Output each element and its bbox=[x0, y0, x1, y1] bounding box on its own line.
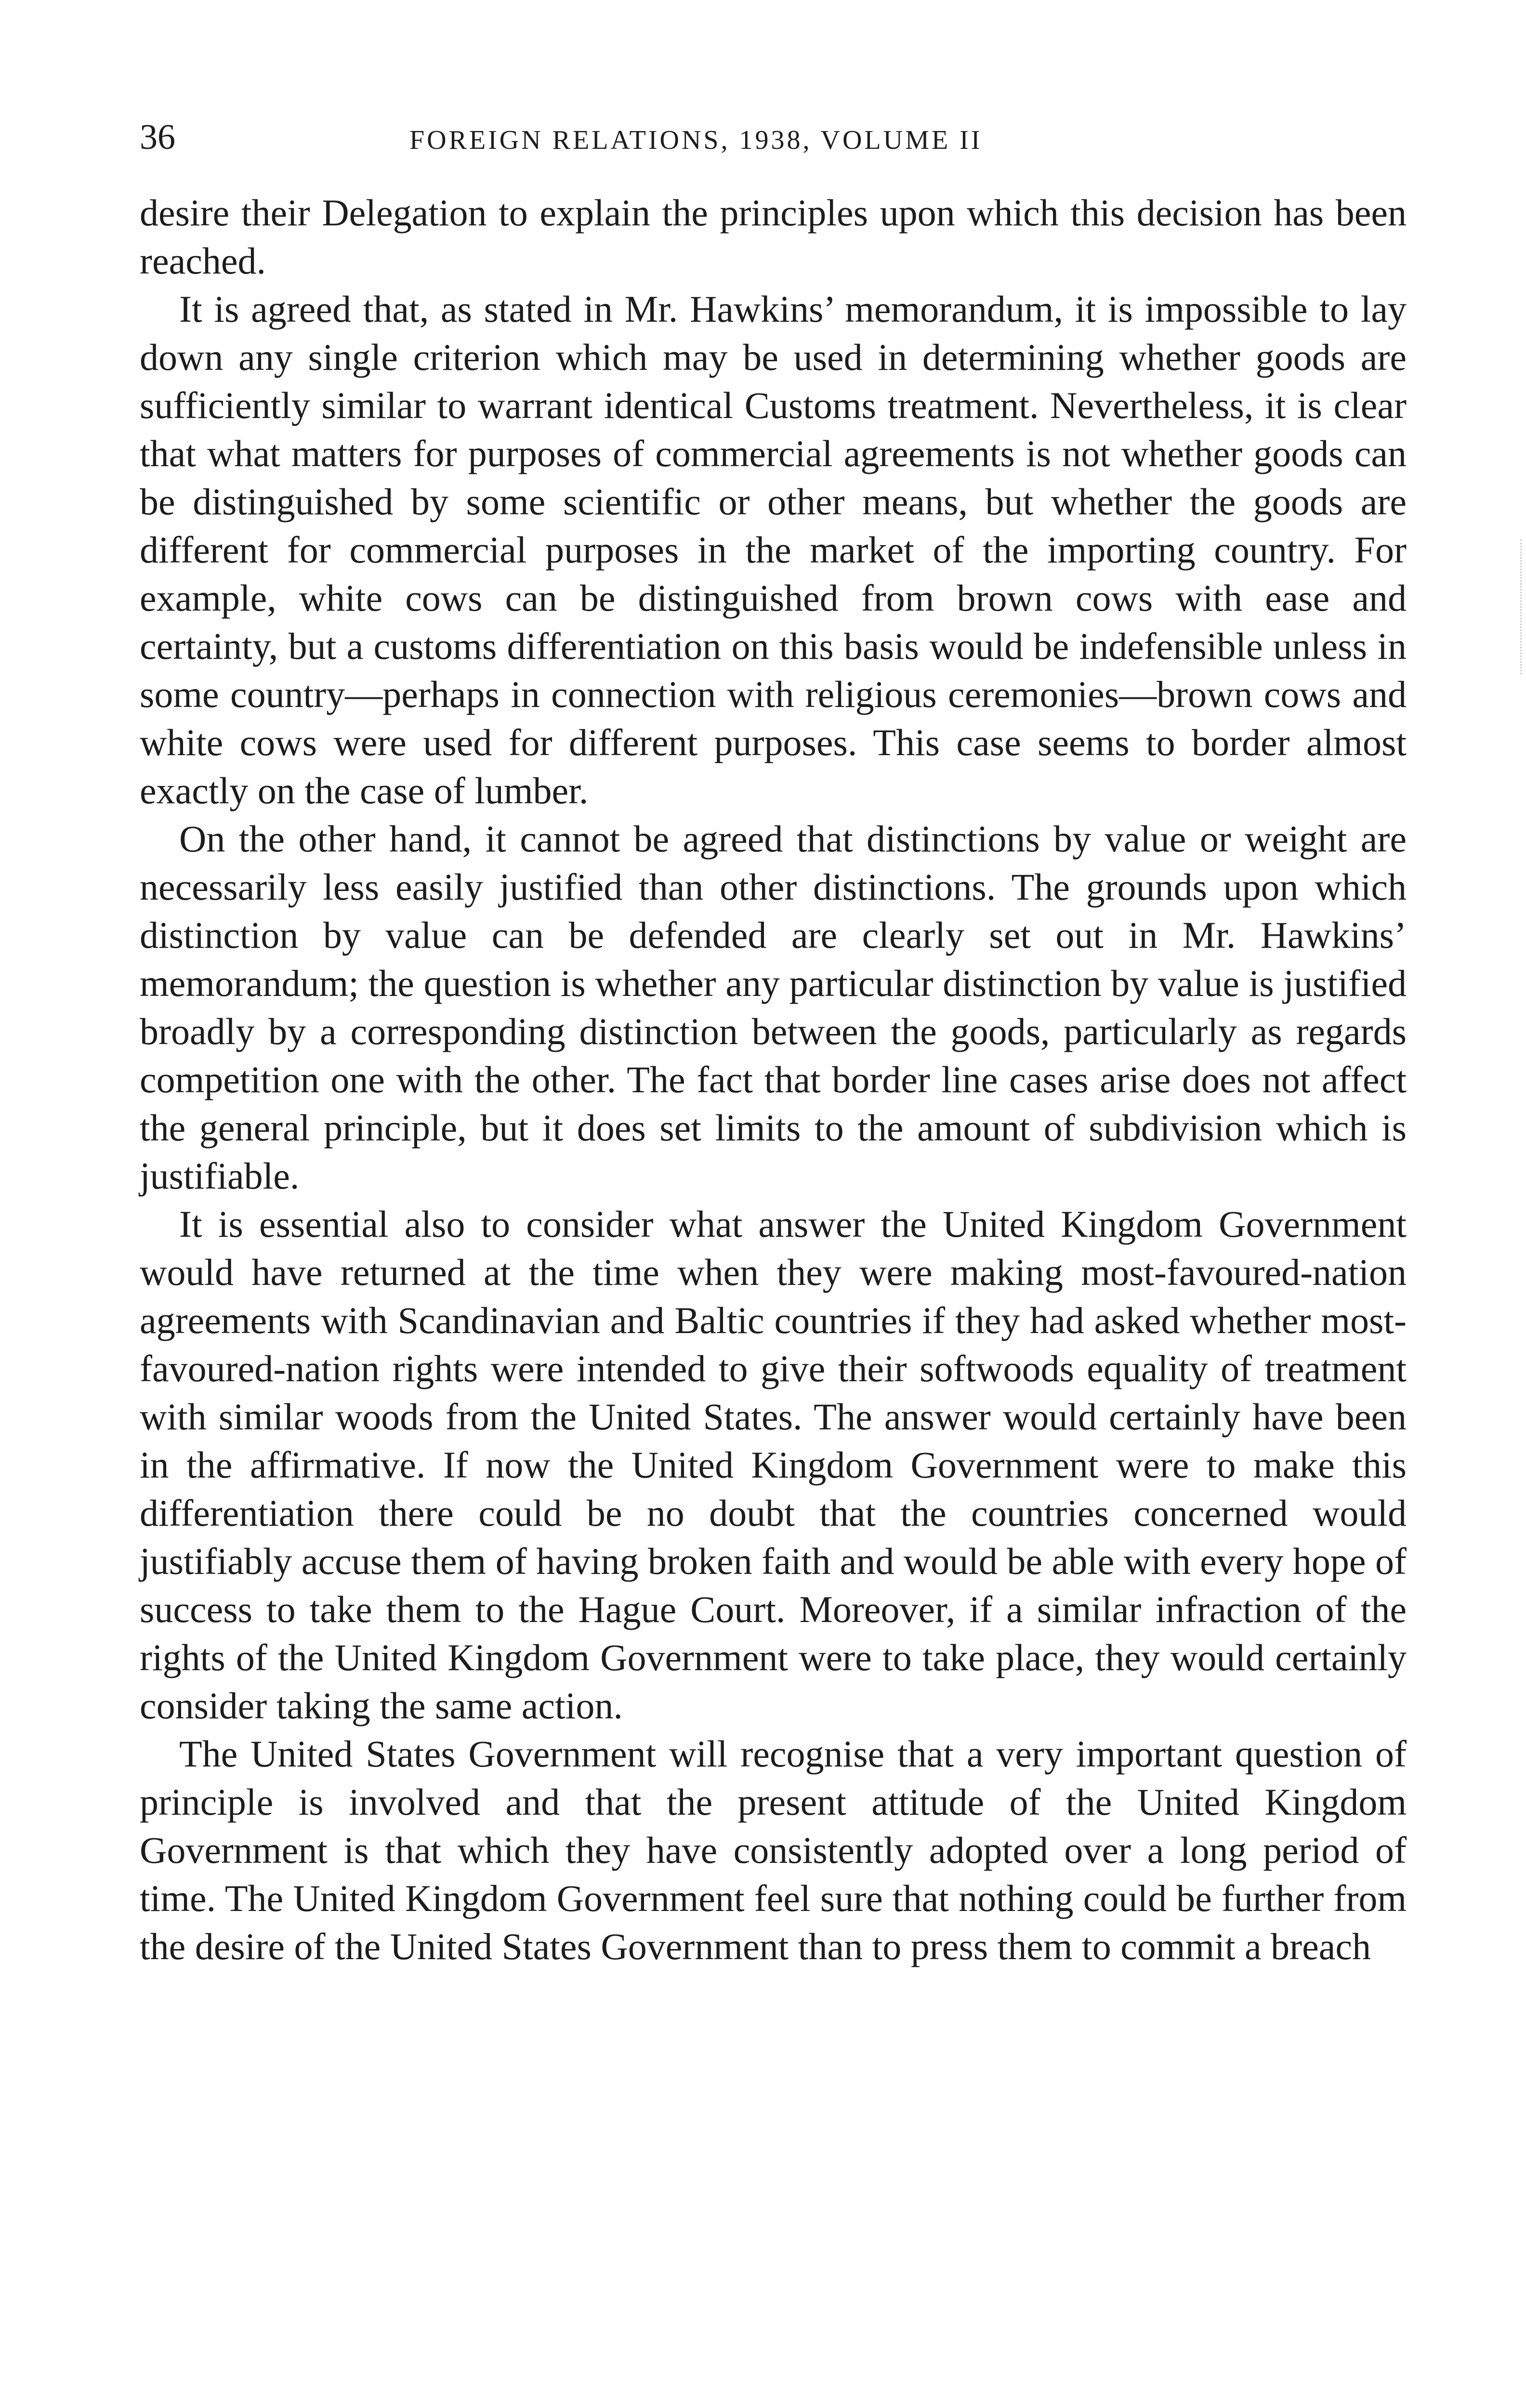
paragraph-1: desire their Delegation to explain the principles upon which this decision has been reached. bbox=[140, 192, 1407, 282]
paragraph-3: On the other hand, it cannot be agreed that distinctions by value or weight are necessarily less easily justified than other distinctions. The grounds upon which distinction by value can be defended are clearly set out in Mr. Hawkins’ memorandum; the question is whether any particular distinction by value is justified broadly by a corresponding distinction between the goods, particularly as regards competition one with the other. The fact that border line cases arise does not affect the general principle, but it does set limits to the amount of subdivision which is justifiable. bbox=[140, 818, 1407, 1197]
body-text bbox=[140, 189, 1407, 1971]
page-number: 36 bbox=[140, 118, 175, 157]
paragraph-5: The United States Government will recognise that a very important question of principle is involved and that the present attitude of the United Kingdom Government is that which they have consistently adopted over a long period of time. The United Kingdom Government feel sure that nothing could be further from the desire of the United States Government than to press them to commit a breach bbox=[140, 1733, 1407, 1967]
paragraph-2: It is agreed that, as stated in Mr. Hawkins’ memorandum, it is impossible to lay down any single criterion which may be used in determining whether goods are sufficiently similar to warrant identical Customs treatment. Nevertheless, it is clear that what matters for purposes of commercial agreements is not whether goods can be distinguished by some scientific or other means, but whether the goods are different for commercial purposes in the market of the importing country. For example, white cows can be distinguished from brown cows with ease and certainty, but a customs differentiation on this basis would be indefensible unless in some country—perhaps in connection with religious ceremonies—brown cows and white cows were used for different purposes. This case seems to border almost exactly on the case of lumber. bbox=[140, 288, 1407, 811]
running-title: FOREIGN RELATIONS, 1938, VOLUME II bbox=[409, 125, 983, 155]
paragraph-4: It is essential also to consider what answer the United Kingdom Government would have returned at the time when they were making most-favoured-nation agreements with Scandinavian and Baltic countries if they had asked whether most-favoured-nation rights were intended to give their softwoods equality of treatment with similar woods from the United States. The answer would certainly have been in the affirmative. If now the United Kingdom Government were to make this differentiation there could be no doubt that the countries concerned would justifiably accuse them of having broken faith and would be able with every hope of success to take them to the Hague Court. Moreover, if a similar infraction of the rights of the United Kingdom Government were to take place, they would certainly consider taking the same action. bbox=[140, 1203, 1407, 1727]
running-head bbox=[140, 111, 1407, 169]
margin-tick-marks bbox=[1520, 539, 1525, 674]
